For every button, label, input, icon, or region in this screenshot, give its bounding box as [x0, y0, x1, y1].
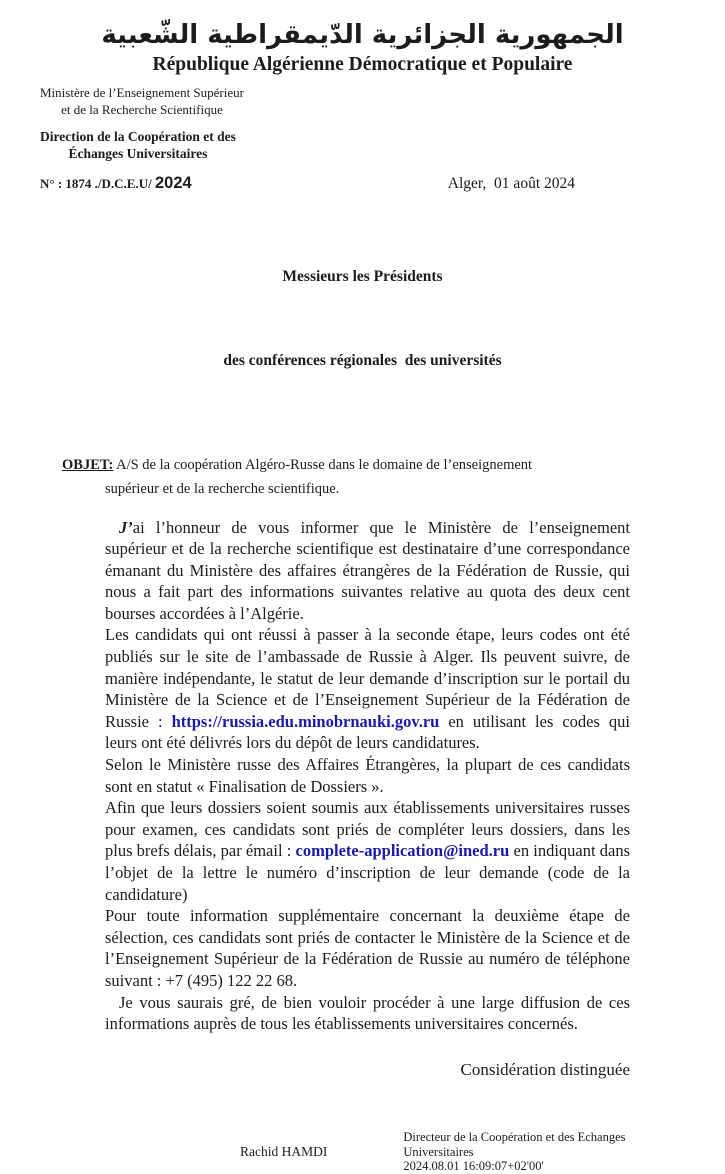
- reference-year: 2024: [154, 173, 192, 192]
- paragraph-2-before: Les candidats qui ont réussi à passer à la seconde étape, leurs codes ont été publiés sur le site de l’ambassade de Russie à Alger. Ils peuvent suivre, de manière indépendante, le statut de leur demande d’inscription sur le portail du Ministère de la Science et de l’Enseignement Supérieur de la Fédération de Russie :: [105, 625, 630, 731]
- stamp-line2: Universitaires: [403, 1144, 474, 1159]
- paragraph-1: [105, 517, 630, 625]
- stamp-line1: Directeur de la Coopération et des Echanges: [403, 1129, 626, 1144]
- place-and-date: Alger, 01 août 2024: [447, 174, 575, 192]
- direction-line1: Direction de la Coopération et des: [40, 128, 236, 144]
- paragraph-2-after: en utilisant les codes qui leurs ont été délivrés lors du dépôt de leurs candidatures.: [105, 711, 630, 753]
- recipient-line1: Messieurs les Présidents: [282, 267, 443, 285]
- closing-salutation: Considération distinguée: [460, 1059, 630, 1079]
- paragraph-4: [105, 797, 630, 905]
- paragraph-3: Selon le Ministère russe des Affaires Étrangères, la plupart de ces candidats sont en statut « Finalisation de Dossiers ».: [105, 755, 630, 796]
- subject-line: [62, 453, 577, 501]
- paragraph-6: Je vous saurais gré, de bien vouloir procéder à une large diffusion de ces informations auprès de tous les établissements universitaires concernés.: [105, 992, 630, 1034]
- direction-line2: Échanges Universitaires: [68, 145, 208, 161]
- ministry-name: [40, 85, 244, 118]
- recipient-line2: des conférences régionales des universités: [223, 351, 502, 369]
- reference-row: [40, 174, 575, 193]
- republic-title-arabic: الجمهورية الجزائرية الدّيمقراطية الشّعبية: [101, 20, 624, 50]
- letter-body: [105, 517, 630, 1035]
- paragraph-2: [105, 624, 630, 754]
- signature-block: [0, 1130, 725, 1174]
- direction-name: [40, 128, 236, 162]
- paragraph-5: Pour toute information supplémentaire concernant la deuxième étape de sélection, ces candidats sont priés de contacter le Ministère de la Science et de l’Enseignement Supérieur de la Fédération de Russie au numéro de téléphone suivant : +7 (495) 122 22 68.: [105, 906, 630, 990]
- issuer-block: [40, 85, 725, 163]
- ministry-line1: Ministère de l’Enseignement Supérieur: [40, 85, 244, 100]
- reference-prefix: N° : 1874 ./D.C.E.U/: [40, 175, 155, 191]
- digital-signature-stamp: [403, 1130, 625, 1174]
- paragraph-1-text: ai l’honneur de vous informer que le Ministère de l’enseignement supérieur et de la recherche scientifique est destinataire d’une correspondance émanant du Ministère des affaires étrangères de la Fédération de Russie, qui nous a fait part des informations suivantes relative au quota des deux cent bourses accordées à l’Algérie.: [105, 517, 630, 623]
- signer-name: Rachid HAMDI: [240, 1143, 328, 1159]
- subject-label: OBJET:: [62, 456, 114, 473]
- ministry-line2: et de la Recherche Scientifique: [61, 101, 223, 117]
- paragraph-4-after: en indiquant dans l’objet de la lettre le numéro d’inscription de leur demande (code de la candidature): [105, 841, 630, 904]
- republic-title-french: République Algérienne Démocratique et Populaire: [152, 54, 573, 75]
- recipient-block: [0, 207, 725, 431]
- paragraph-1-lead: J’: [119, 517, 133, 537]
- portal-url-link[interactable]: https://russia.edu.minobrnauki.gov.ru: [171, 711, 440, 731]
- email-link[interactable]: complete-application@ined.ru: [295, 841, 510, 861]
- subject-text: A/S de la coopération Algéro-Russe dans le domaine de l’enseignement supérieur et de la recherche scientifique.: [105, 456, 533, 497]
- paragraph-4-before: Afin que leurs dossiers soient soumis aux établissements universitaires russes pour examen, ces candidats sont priés de compléter leurs dossiers, dans les plus brefs délais, par émail :: [105, 798, 630, 861]
- stamp-line3: 2024.08.01 16:09:07+02'00': [403, 1159, 544, 1174]
- reference-number: [40, 174, 192, 193]
